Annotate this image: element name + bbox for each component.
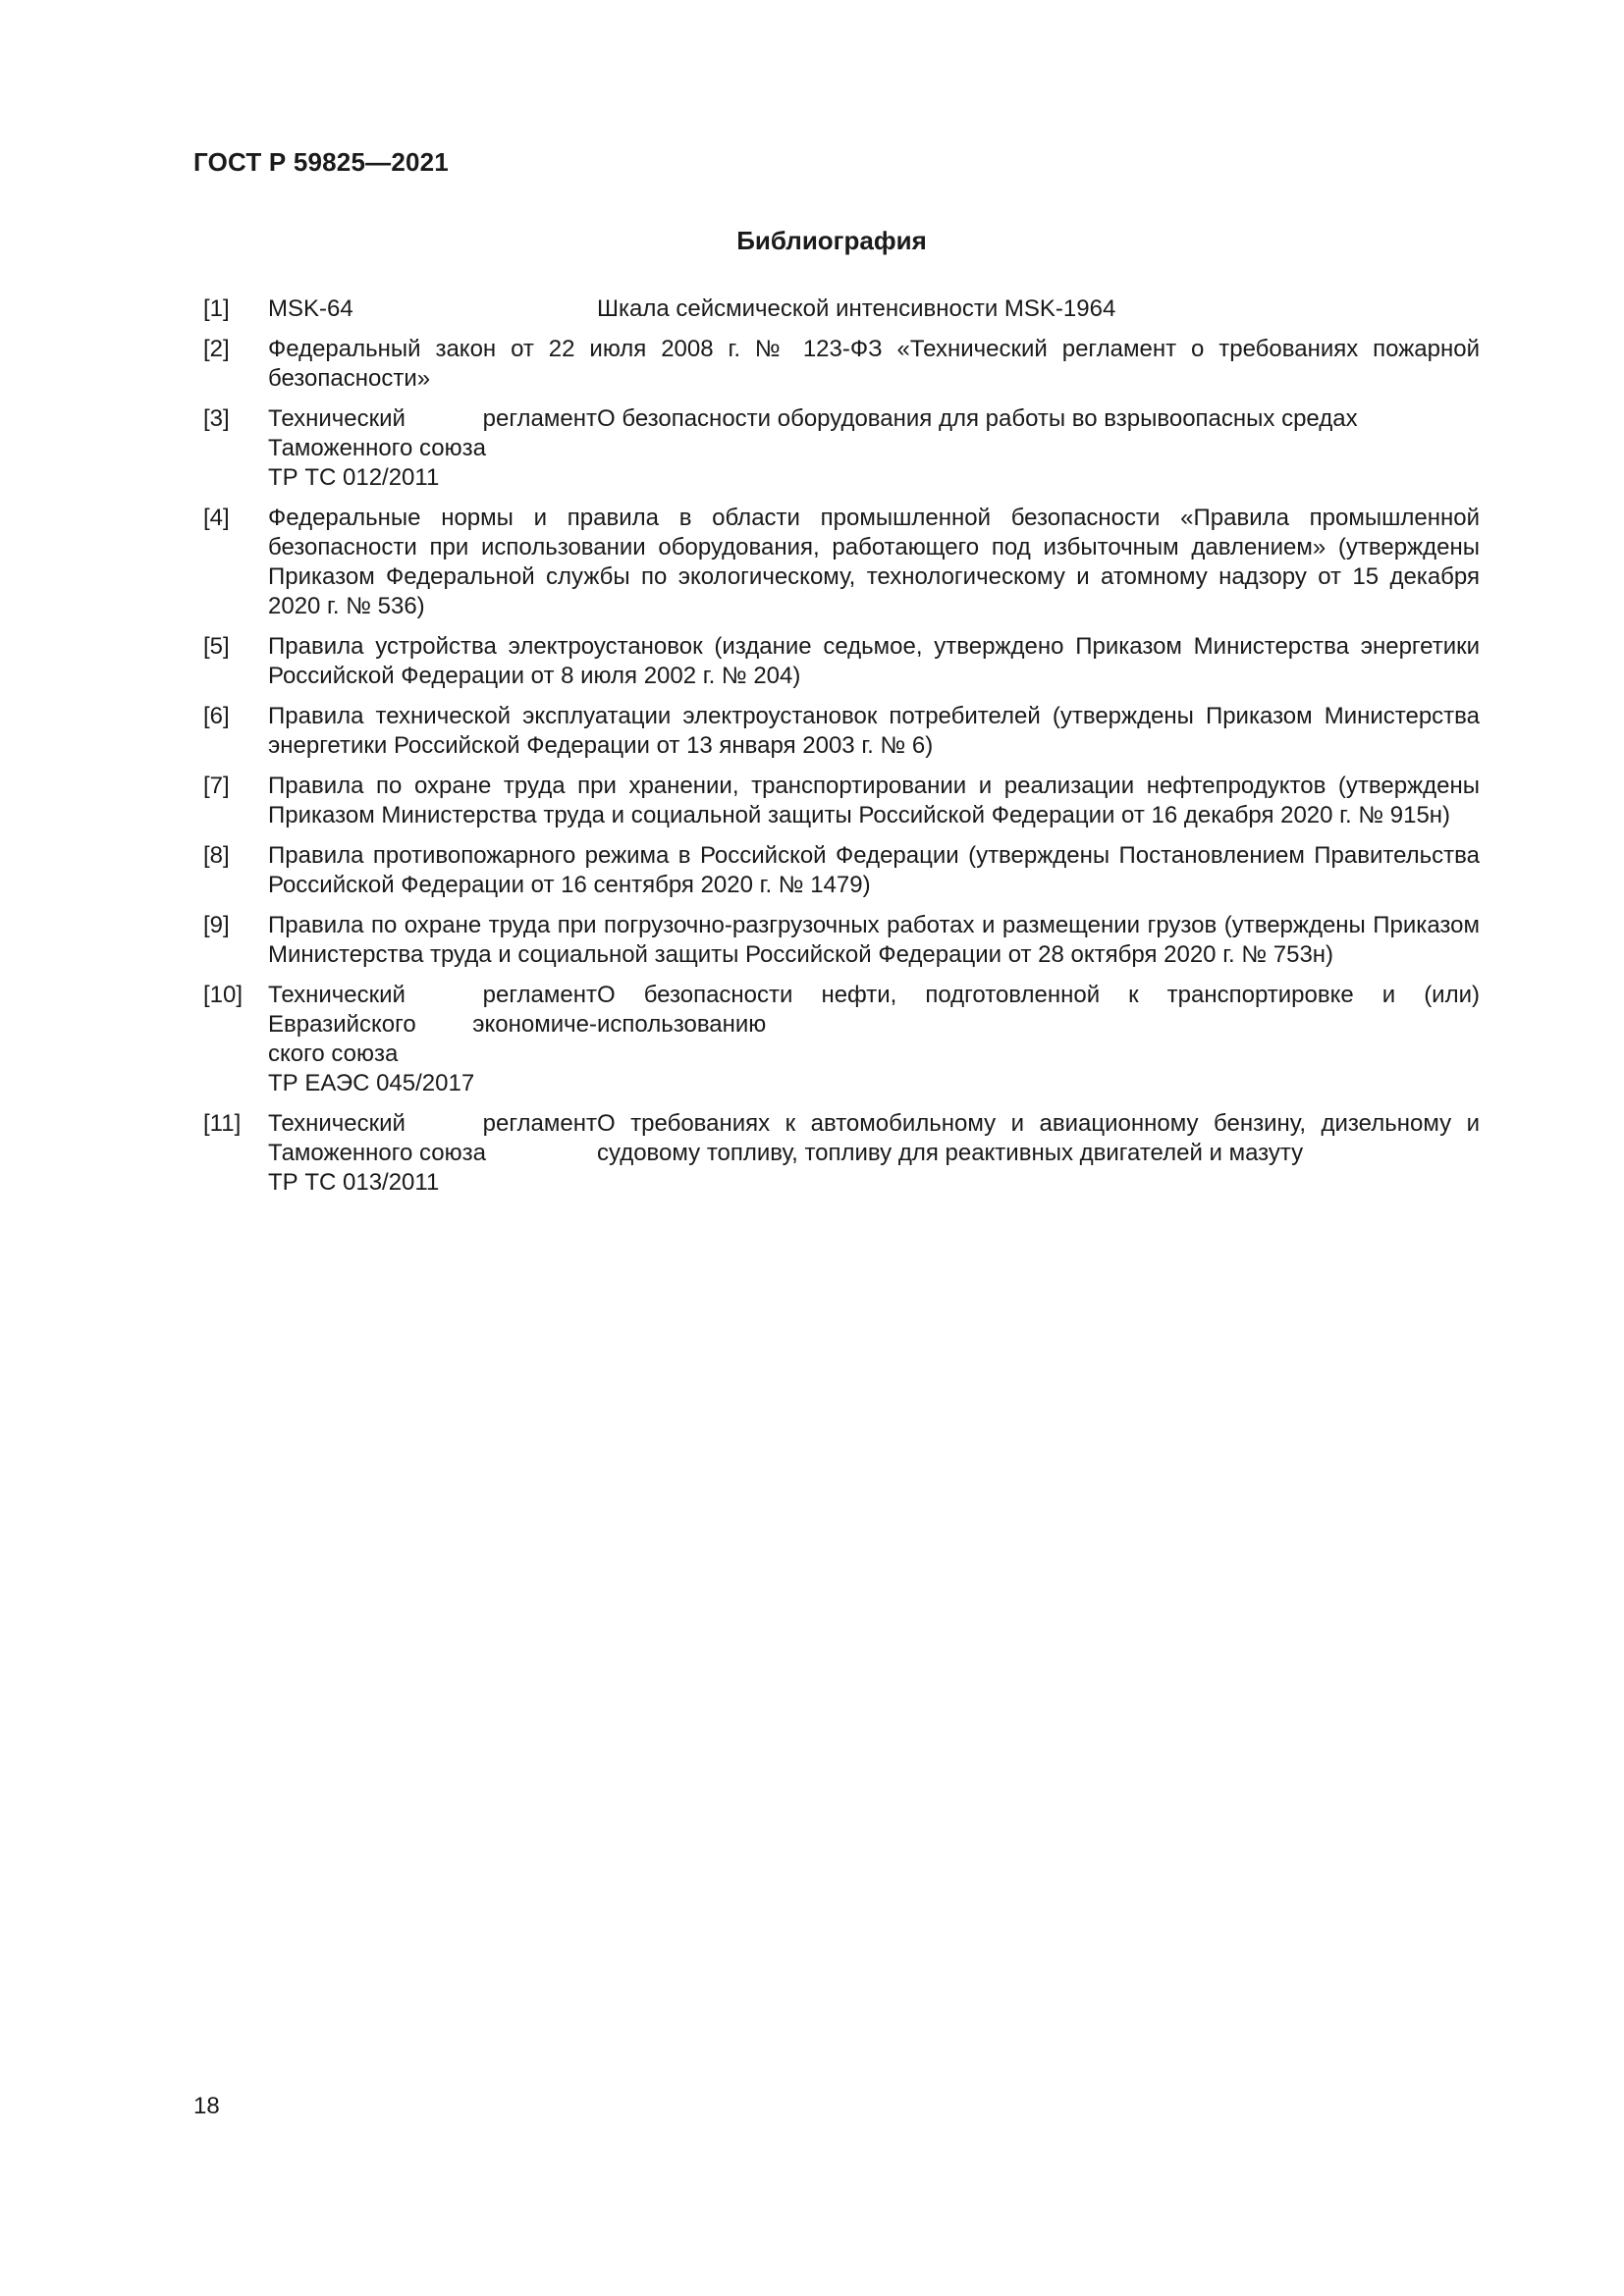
entry-title: О безопасности оборудования для работы во взрывоопасных средах bbox=[597, 405, 1358, 432]
bibliography-entry bbox=[203, 632, 1480, 691]
entry-source bbox=[268, 1109, 597, 1198]
bibliography-entry bbox=[203, 981, 1480, 1098]
entry-source bbox=[268, 981, 597, 1098]
entry-number: [6] bbox=[203, 703, 230, 729]
entry-number: [11] bbox=[203, 1110, 242, 1137]
entry-number: [5] bbox=[203, 633, 230, 660]
bibliography-entry bbox=[203, 1109, 1480, 1198]
entry-text: Правила по охране труда при погрузочно-разгрузочных работах и размещении грузов (утверждены Приказом Министерства труда и социальной защиты Российской Федерации от 28 октября 2020 г. № 753н) bbox=[268, 912, 1480, 968]
entry-title: О безопасности нефти, подготовленной к транспортировке и (или) использованию bbox=[597, 982, 1480, 1038]
entry-source-line: ского союза bbox=[268, 1041, 399, 1067]
entry-number: [7] bbox=[203, 773, 230, 799]
entry-title: О требованиях к автомобильному и авиационному бензину, дизельному и судовому топливу, топливу для реактивных двигателей и мазуту bbox=[597, 1110, 1480, 1166]
entry-number: [4] bbox=[203, 505, 230, 531]
entry-source-line: Технический регламент bbox=[268, 982, 597, 1008]
entry-source-line: Таможенного союза bbox=[268, 435, 486, 461]
entry-number: [1] bbox=[203, 295, 230, 322]
entry-text: Правила устройства электроустановок (издание седьмое, утверждено Приказом Министерства энергетики Российской Федерации от 8 июля 2002 г. № 204) bbox=[268, 633, 1480, 689]
bibliography-entry bbox=[203, 841, 1480, 900]
entry-source bbox=[268, 404, 597, 493]
entry-text: Федеральный закон от 22 июля 2008 г. № 123-ФЗ «Технический регламент о требованиях пожарной безопасности» bbox=[268, 336, 1480, 392]
entry-source-line: Технический регламент bbox=[268, 405, 597, 432]
bibliography-list bbox=[203, 294, 1480, 1208]
entry-number: [3] bbox=[203, 405, 230, 432]
entry-source-line: ТР ЕАЭС 045/2017 bbox=[268, 1070, 475, 1096]
entry-source-line: Евразийского экономиче- bbox=[268, 1011, 597, 1038]
bibliography-entry bbox=[203, 911, 1480, 970]
entry-source-line: Таможенного союза bbox=[268, 1140, 486, 1166]
entry-number: [10] bbox=[203, 982, 244, 1008]
entry-source-line: ТР ТС 013/2011 bbox=[268, 1169, 440, 1196]
entry-source-line: MSK-64 bbox=[268, 295, 353, 322]
entry-source-line: Технический регламент bbox=[268, 1110, 597, 1137]
entry-text: Правила по охране труда при хранении, транспортировании и реализации нефтепродуктов (утверждены Приказом Министерства труда и социальной защиты Российской Федерации от 16 декабря 2020 г. № 915н) bbox=[268, 773, 1480, 828]
page-number: 18 bbox=[193, 2093, 220, 2119]
bibliography-entry bbox=[203, 772, 1480, 830]
entry-source bbox=[268, 294, 597, 324]
entry-number: [8] bbox=[203, 842, 230, 869]
entry-text: Федеральные нормы и правила в области промышленной безопасности «Правила промышленной безопасности при использовании оборудования, работающего под избыточным давлением» (утверждены Приказом Федеральной службы по экологическому, технологическому и атомному надзору от 15 декабря 2020 г. № 536) bbox=[268, 505, 1480, 619]
bibliography-entry bbox=[203, 702, 1480, 761]
bibliography-entry bbox=[203, 504, 1480, 621]
entry-title: Шкала сейсмической интенсивности MSK-1964 bbox=[597, 295, 1116, 322]
bibliography-entry bbox=[203, 404, 1480, 493]
entry-source-line: ТР ТС 012/2011 bbox=[268, 464, 440, 491]
bibliography-title: Библиография bbox=[736, 226, 927, 255]
entry-number: [9] bbox=[203, 912, 230, 938]
bibliography-entry bbox=[203, 294, 1480, 324]
entry-text: Правила технической эксплуатации электроустановок потребителей (утверждены Приказом Министерства энергетики Российской Федерации от 13 января 2003 г. № 6) bbox=[268, 703, 1480, 759]
entry-number: [2] bbox=[203, 336, 230, 362]
bibliography-entry bbox=[203, 335, 1480, 394]
entry-text: Правила противопожарного режима в Российской Федерации (утверждены Постановлением Правительства Российской Федерации от 16 сентября 2020 г. № 1479) bbox=[268, 842, 1480, 898]
document-code: ГОСТ Р 59825—2021 bbox=[193, 147, 449, 177]
